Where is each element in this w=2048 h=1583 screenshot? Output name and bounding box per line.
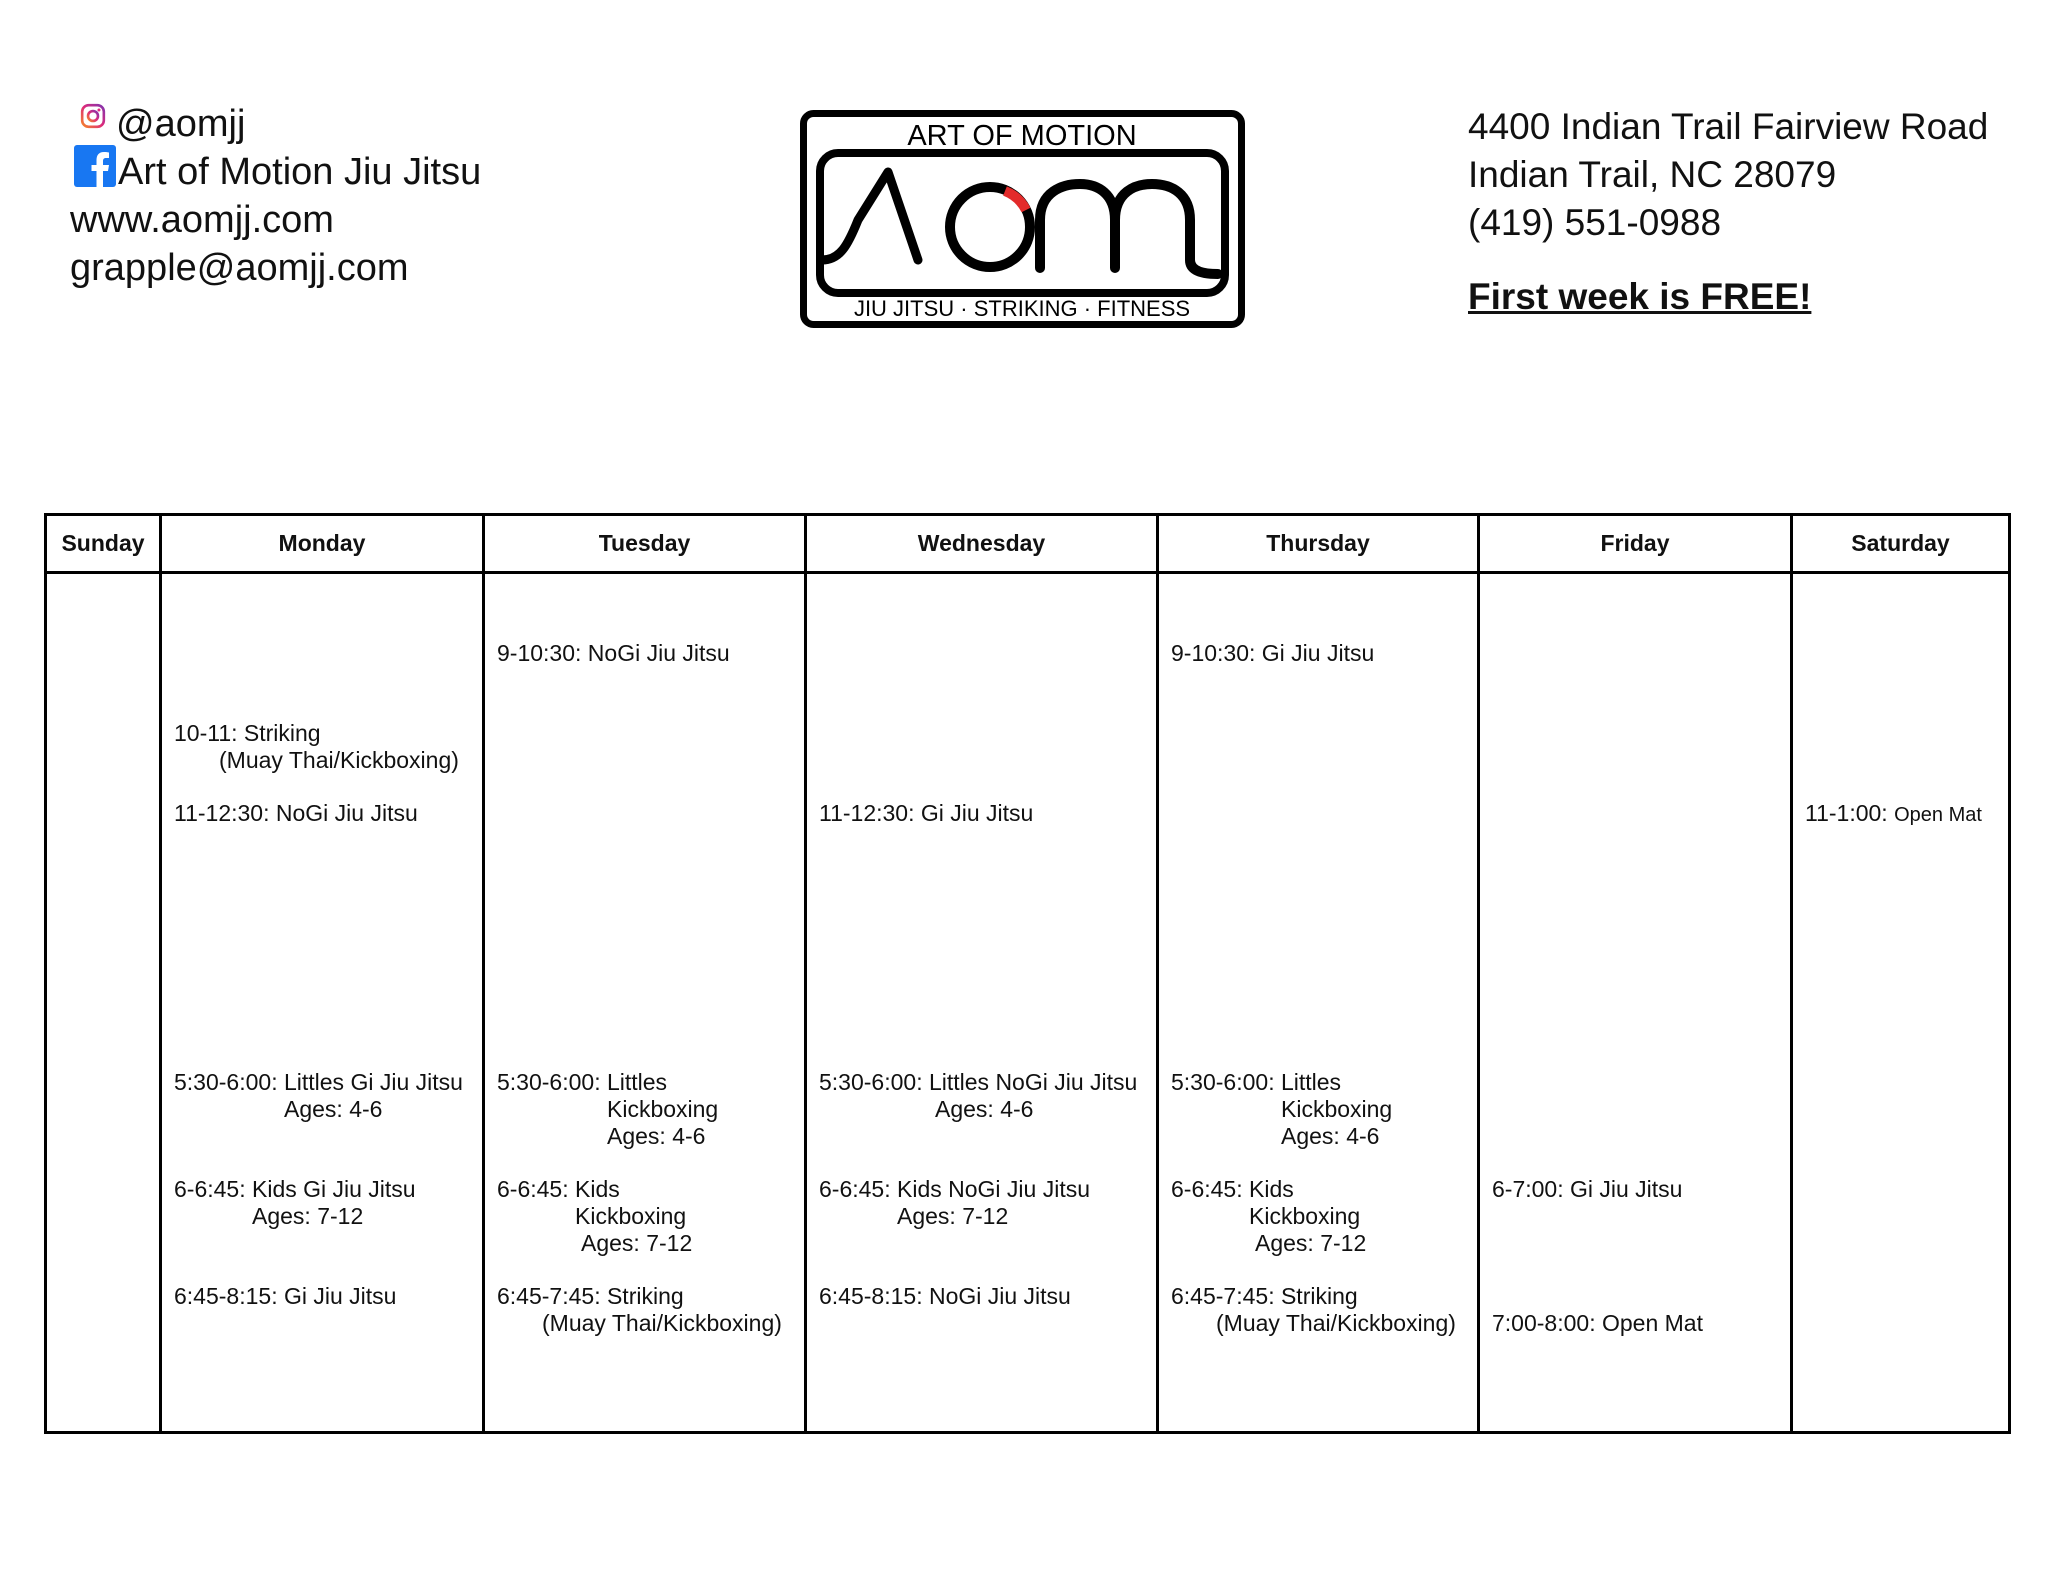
- friday-cell: [1479, 573, 1792, 1433]
- logo-letter-m: [1040, 184, 1218, 274]
- contact-info-right: [1468, 103, 1988, 321]
- address-line1: 4400 Indian Trail Fairview Road: [1468, 106, 1989, 147]
- class-entry: 9-10:30: Gi Jiu Jitsu: [1171, 640, 1375, 666]
- day-header-friday: Friday: [1479, 515, 1792, 573]
- class-entry: 5:30-6:00: Littles Gi Jiu Jitsu Ages: 4-6: [174, 1069, 463, 1122]
- facebook-icon: [74, 145, 116, 187]
- thursday-cell: [1158, 573, 1479, 1433]
- logo-bottom-text: JIU JITSU · STRIKING · FITNESS: [853, 296, 1191, 321]
- email-link[interactable]: grapple@aomjj.com: [70, 247, 409, 289]
- instagram-handle: @aomjj: [116, 103, 246, 145]
- day-header-thursday: Thursday: [1158, 515, 1479, 573]
- class-entry: 6-6:45: Kids Kickboxing Ages: 7-12: [497, 1176, 693, 1256]
- class-entry: 11-12:30: NoGi Jiu Jitsu: [174, 800, 418, 826]
- promo-text: First week is FREE!: [1468, 276, 1812, 317]
- class-entry: 6-6:45: Kids Gi Jiu Jitsu Ages: 7-12: [174, 1176, 416, 1229]
- facebook-row: [70, 148, 481, 196]
- address-line2: Indian Trail, NC 28079: [1468, 154, 1837, 195]
- aom-logo: [800, 110, 1245, 328]
- class-entry: 11-12:30: Gi Jiu Jitsu: [819, 800, 1034, 826]
- logo-accent-stripe: [1005, 191, 1026, 210]
- instagram-icon: [80, 103, 106, 129]
- class-entry: 5:30-6:00: Littles Kickboxing Ages: 4-6: [1171, 1069, 1393, 1149]
- class-entry: 6-6:45: Kids Kickboxing Ages: 7-12: [1171, 1176, 1367, 1256]
- logo-top-text: ART OF MOTION: [907, 120, 1137, 152]
- tuesday-cell: [484, 573, 806, 1433]
- day-header-sunday: Sunday: [46, 515, 161, 573]
- class-entry: 6:45-7:45: Striking (Muay Thai/Kickboxing): [1171, 1283, 1456, 1336]
- class-entry: 5:30-6:00: Littles Kickboxing Ages: 4-6: [497, 1069, 719, 1149]
- class-entry: 5:30-6:00: Littles NoGi Jiu Jitsu Ages: 4-6: [819, 1069, 1138, 1122]
- logo-letter-a: [822, 172, 918, 260]
- class-entry: 11-1:00: Open Mat: [1805, 800, 1982, 826]
- instagram-row: [70, 100, 481, 148]
- day-header-tuesday: Tuesday: [484, 515, 806, 573]
- class-entry: 7:00-8:00: Open Mat: [1492, 1310, 1703, 1336]
- wednesday-cell: [806, 573, 1158, 1433]
- day-header-monday: Monday: [161, 515, 484, 573]
- phone-number: (419) 551-0988: [1468, 202, 1722, 243]
- sunday-cell: [46, 573, 161, 1433]
- facebook-name: Art of Motion Jiu Jitsu: [118, 151, 482, 193]
- class-entry: 6:45-8:15: NoGi Jiu Jitsu: [819, 1283, 1071, 1309]
- day-header-wednesday: Wednesday: [806, 515, 1158, 573]
- saturday-cell: [1792, 573, 2010, 1433]
- contact-info-left: [70, 100, 481, 292]
- class-entry: 6-6:45: Kids NoGi Jiu Jitsu Ages: 7-12: [819, 1176, 1091, 1229]
- website-link[interactable]: www.aomjj.com: [70, 199, 334, 241]
- monday-cell: [161, 573, 484, 1433]
- class-entry: 9-10:30: NoGi Jiu Jitsu: [497, 640, 730, 666]
- class-schedule-table: [44, 513, 2011, 1434]
- class-entry: 6-7:00: Gi Jiu Jitsu: [1492, 1176, 1683, 1202]
- class-entry: 6:45-8:15: Gi Jiu Jitsu: [174, 1283, 397, 1309]
- class-entry: 10-11: Striking (Muay Thai/Kickboxing): [174, 720, 459, 773]
- class-entry: 6:45-7:45: Striking (Muay Thai/Kickboxing): [497, 1283, 782, 1336]
- table-body-row: [46, 573, 2010, 1433]
- day-header-saturday: Saturday: [1792, 515, 2010, 573]
- table-header-row: [46, 515, 2010, 573]
